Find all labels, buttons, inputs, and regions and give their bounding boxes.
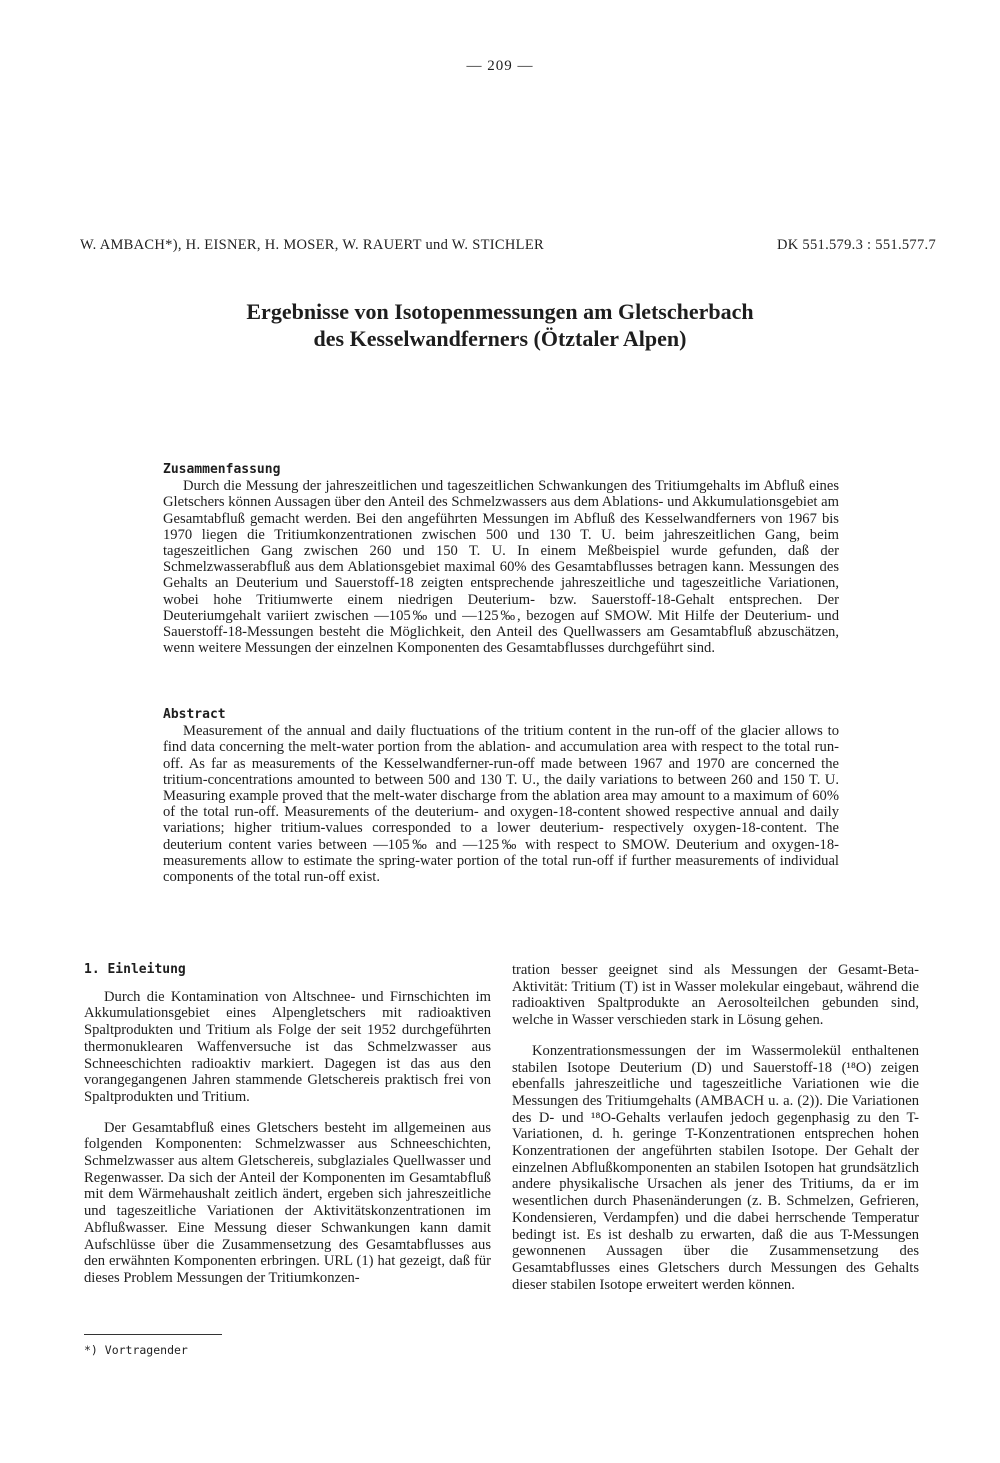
body-column-left <box>84 962 491 1301</box>
section-heading-einleitung: 1. Einleitung <box>84 962 186 977</box>
abstract-section <box>163 707 839 885</box>
zusammenfassung-text: Durch die Messung der jahreszeitlichen und tageszeitlichen Schwankungen des Tritiumgehalts im Abfluß eines Gletschers können Aussagen über den Anteil des Schmelzwassers aus dem Ablations- und Akkumulationsgebiet am Gesamtabfluß gemacht werden. Bei den angeführten Messungen im Abfluß des Kesselwandferners von 1967 bis 1970 liegen die Tritiumkonzentrationen zwischen 500 und 130 T. U. beim jahreszeitlichen Gang, beim tageszeitlichen Gang zwischen 260 und 150 T. U. In einem Meßbeispiel wurde gefunden, daß der Schmelzwasserabfluß aus dem Ablationsgebiet maximal 60% des Gesamtabflusses betragen kann. Messungen des Gehalts an Deuterium und Sauerstoff-18 zeigten entsprechende jahreszeitliche und tageszeitliche Variationen, wobei hohe Tritiumwerte einem niedrigen Deuterium- bzw. Sauerstoff-18-Gehalt entsprechen. Der Deuteriumgehalt variiert zwischen —105‰ und —125‰, bezogen auf SMOW. Mit Hilfe der Deuterium- und Sauerstoff-18-Messungen besteht die Möglichkeit, den Anteil des Quellwassers am Gesamtabfluß abzuschätzen, wenn weitere Messungen der einzelnen Komponenten des Gesamtabflusses durchgeführt sind. <box>163 478 839 657</box>
author-list: W. AMBACH*), H. EISNER, H. MOSER, W. RAUERT und W. STICHLER <box>80 237 544 253</box>
body-paragraph: tration besser geeignet sind als Messungen der Gesamt-Beta-Aktivität: Tritium (T) ist in Wasser molekular eingebaut, während die radioaktiven Spaltprodukte an Aerosolteilchen gebunden sind, welche in Wasser verschieden stark in Lösung gehen. <box>512 962 919 1029</box>
body-paragraph: Durch die Kontamination von Altschnee- und Firnschichten im Akkumulationsgebiet eines Alpengletschers mit radioaktiven Spaltprodukten und Tritium als Folge der seit 1952 durchgeführten thermonuklearen Waffenversuche ist das Schmelzwasser aus Schneeschichten radioaktiv markiert. Dagegen ist das aus den vorangegangenen Jahren stammende Gletschereis praktisch frei von Spaltprodukten und Tritium. <box>84 988 491 1105</box>
abstract-text: Measurement of the annual and daily fluctuations of the tritium content in the run-off of the glacier allows to find data concerning the melt-water portion from the ablation- and accumulation area with respect to the total run-off. As far as measurements of the Kesselwandferner-run-off made between 1967 and 1970 are concerned the tritium-concentrations amounted to between 500 and 130 T. U., the daily variations to between 260 and 150 T. U. Measuring example proved that the melt-water discharge from the ablation area may amount to a maximum of 60% of the total run-off. Measurements of the deuterium- and oxygen-18-content showed respective annual and daily variations; higher tritium-values corresponded to a lower deuterium- respectively oxygen-18-content. The deuterium content varies between —105‰ and —125‰ with respect to SMOW. Deuterium and oxygen-18-measurements allow to estimate the spring-water portion of the total run-off if further measurements of individual components of the total run-off exist. <box>163 723 839 886</box>
zusammenfassung-section <box>163 462 839 656</box>
footnote-divider <box>84 1334 222 1335</box>
abstract-heading: Abstract <box>163 707 226 722</box>
paper-title-line-1: Ergebnisse von Isotopenmessungen am Gletscherbach <box>246 299 754 324</box>
body-paragraph: Konzentrationsmessungen der im Wassermolekül enthaltenen stabilen Isotope Deuterium (D) und Sauerstoff-18 (¹⁸O) zeigen ebenfalls jahreszeitliche und tageszeitliche Variationen wie die Messungen des Tritiumgehalts (AMBACH u. a. (2)). Die Variationen des D- und ¹⁸O-Gehalts verlaufen jedoch gegenphasig zu den T-Variationen, d. h. geringe T-Konzentrationen entsprechen hohen Konzentrationen der angeführten stabilen Isotope. Der Gehalt der einzelnen Abflußkomponenten an stabilen Isotopen hat grundsätzlich andere physikalische Ursachen als jener des Tritiums, da er im wesentlichen durch Phasenänderungen (z. B. Schmelzen, Gefrieren, Kondensieren, Verdampfen) und die dabei herrschende Temperatur bedingt ist. Es ist deshalb zu erwarten, daß die aus T-Messungen gewonnenen Aussagen über die Zusammensetzung des Gesamtabflusses eines Gletschers durch Messungen des Gehalts dieser stabilen Isotope erweitert werden können. <box>512 1042 919 1293</box>
body-column-right <box>512 962 919 1307</box>
dk-classification: DK 551.579.3 : 551.577.7 <box>776 237 936 253</box>
paper-title-line-2: des Kesselwandferners (Ötztaler Alpen) <box>313 326 687 351</box>
footnote: *) Vortragender <box>84 1343 188 1357</box>
body-paragraph: Der Gesamtabfluß eines Gletschers besteht im allgemeinen aus folgenden Komponenten: Schmelzwasser aus Schneeschichten, Schmelzwasser aus altem Gletschereis, subglaziales Quellwasser und Regenwasser. Da sich der Anteil der Komponenten im Gesamtabfluß mit dem Wärmehaushalt zeitlich ändert, ergeben sich jahreszeitliche und tageszeitliche Variationen der Aktivitätskonzentrationen im Abflußwasser. Eine Messung dieser Schwankungen kann damit Aufschlüsse über die Zusammensetzung des Gesamtabflusses aus den erwähnten Komponenten erbringen. URL (1) hat gezeigt, daß für dieses Problem Messungen der Tritiumkonzen- <box>84 1119 491 1286</box>
zusammenfassung-heading: Zusammenfassung <box>163 462 281 477</box>
page-number: — 209 — <box>466 58 534 74</box>
paper-title <box>0 298 1000 352</box>
